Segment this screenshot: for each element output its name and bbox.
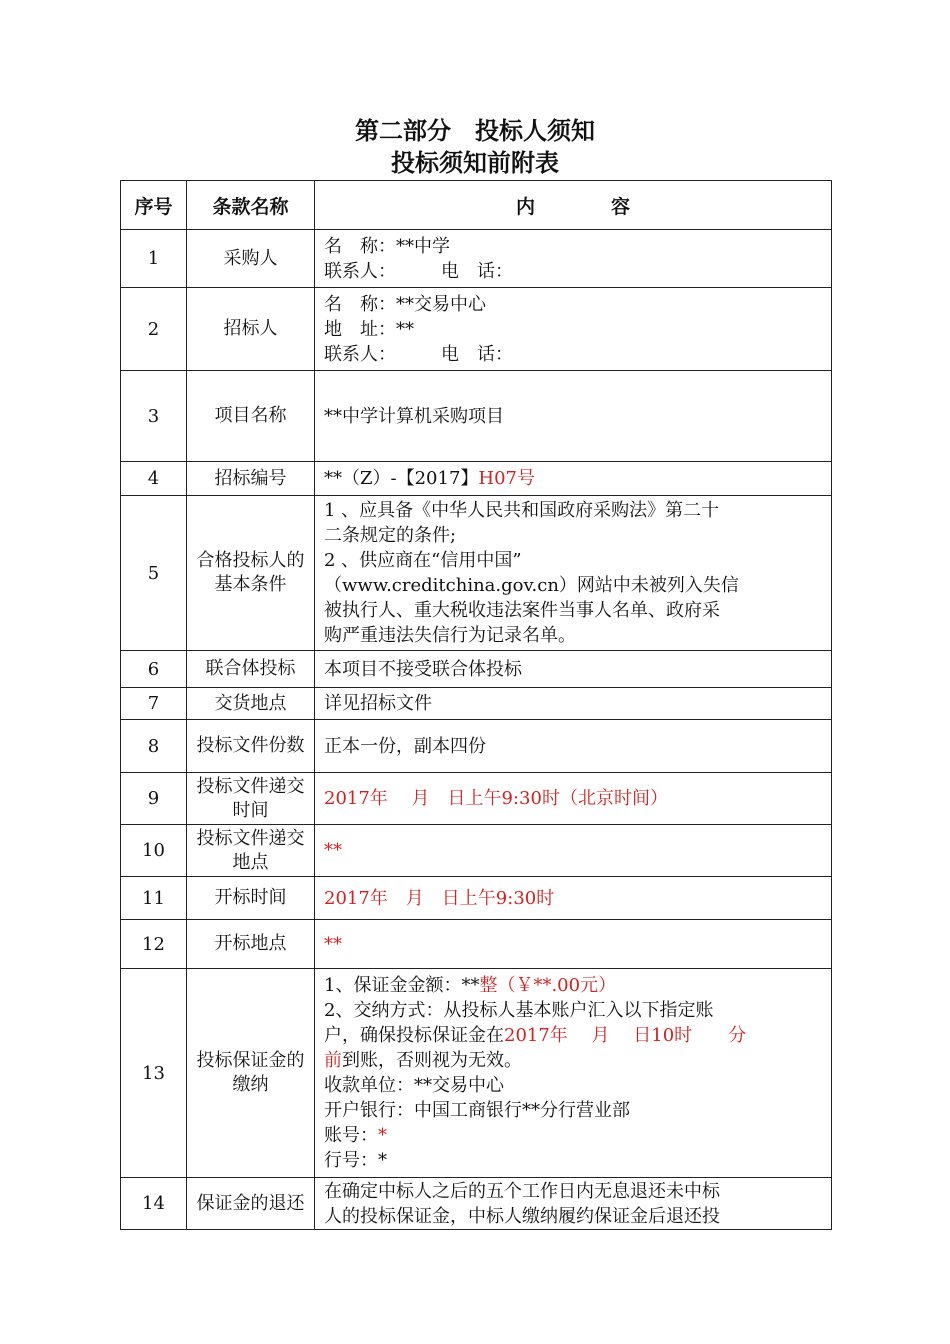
row-number: 7 [121, 688, 187, 720]
row-content: ** [315, 825, 832, 877]
table-row [121, 825, 832, 877]
row-name: 投标文件递交时间 [187, 773, 315, 825]
row-number: 14 [121, 1178, 187, 1230]
row-content: 详见招标文件 [315, 688, 832, 720]
row-content: **中学计算机采购项目 [315, 371, 832, 462]
row-number: 2 [121, 288, 187, 371]
table-row [121, 230, 832, 288]
row-number: 12 [121, 920, 187, 969]
table-title: 投标须知前附表 [391, 149, 559, 177]
table-row [121, 969, 832, 1178]
row-content: 2017年 月 日上午9:30时 [315, 877, 832, 920]
row-number: 5 [121, 496, 187, 651]
row-name: 交货地点 [187, 688, 315, 720]
table-row [121, 877, 832, 920]
row-content: 正本一份，副本四份 [315, 720, 832, 773]
row-name: 保证金的退还 [187, 1178, 315, 1230]
row-name: 投标文件份数 [187, 720, 315, 773]
row-name: 招标编号 [187, 462, 315, 496]
row-content: 2017年 月 日上午9:30时（北京时间） [315, 773, 832, 825]
table-row [121, 496, 832, 651]
row-number: 8 [121, 720, 187, 773]
row-name: 开标时间 [187, 877, 315, 920]
row-number: 9 [121, 773, 187, 825]
table-row [121, 688, 832, 720]
row-name: 投标保证金的缴纳 [187, 969, 315, 1178]
table-row [121, 462, 832, 496]
row-content: 1、保证金金额：**整（￥**.00元） 2、交纳方式：从投标人基本账户汇入以下指定账 户，确保投标保证金在2017年 月 日10时 分 前到账，否则视为无效。 收款单位：**交易中心 开户银行：中国工商银行**分行营业部 账号：* 行号：* [315, 969, 832, 1178]
row-name: 开标地点 [187, 920, 315, 969]
row-number: 11 [121, 877, 187, 920]
row-name: 招标人 [187, 288, 315, 371]
row-number: 6 [121, 651, 187, 688]
row-number: 1 [121, 230, 187, 288]
header-name: 条款名称 [187, 181, 315, 230]
table-row [121, 773, 832, 825]
row-number: 10 [121, 825, 187, 877]
row-content: **（Z）-【2017】H07号 [315, 462, 832, 496]
row-number: 3 [121, 371, 187, 462]
table-row [121, 651, 832, 688]
row-content: 本项目不接受联合体投标 [315, 651, 832, 688]
row-name: 合格投标人的基本条件 [187, 496, 315, 651]
header-row [121, 181, 832, 230]
bid-notice-table [120, 180, 832, 1230]
table-row [121, 371, 832, 462]
row-content: 名 称：**中学 联系人： 电 话： [315, 230, 832, 288]
row-number: 4 [121, 462, 187, 496]
header-content: 内 容 [315, 181, 832, 230]
row-content: ** [315, 920, 832, 969]
row-name: 采购人 [187, 230, 315, 288]
row-name: 投标文件递交地点 [187, 825, 315, 877]
row-name: 联合体投标 [187, 651, 315, 688]
table-row [121, 1178, 832, 1230]
row-content: 在确定中标人之后的五个工作日内无息退还未中标 人的投标保证金，中标人缴纳履约保证金后退还投 [315, 1178, 832, 1230]
row-content: 名 称：**交易中心 地 址：** 联系人： 电 话： [315, 288, 832, 371]
row-number: 13 [121, 969, 187, 1178]
table-row [121, 288, 832, 371]
header-no: 序号 [121, 181, 187, 230]
row-content: 1 、应具备《中华人民共和国政府采购法》第二十 二条规定的条件; 2 、供应商在“信用中国” （www.creditchina.gov.cn）网站中未被列入失信 被执行人、重大税收违法案件当事人名单、政府采 购严重违法失信行为记录名单。 [315, 496, 832, 651]
row-name: 项目名称 [187, 371, 315, 462]
table-row [121, 920, 832, 969]
section-title: 第二部分 投标人须知 [355, 117, 595, 145]
table-row [121, 720, 832, 773]
